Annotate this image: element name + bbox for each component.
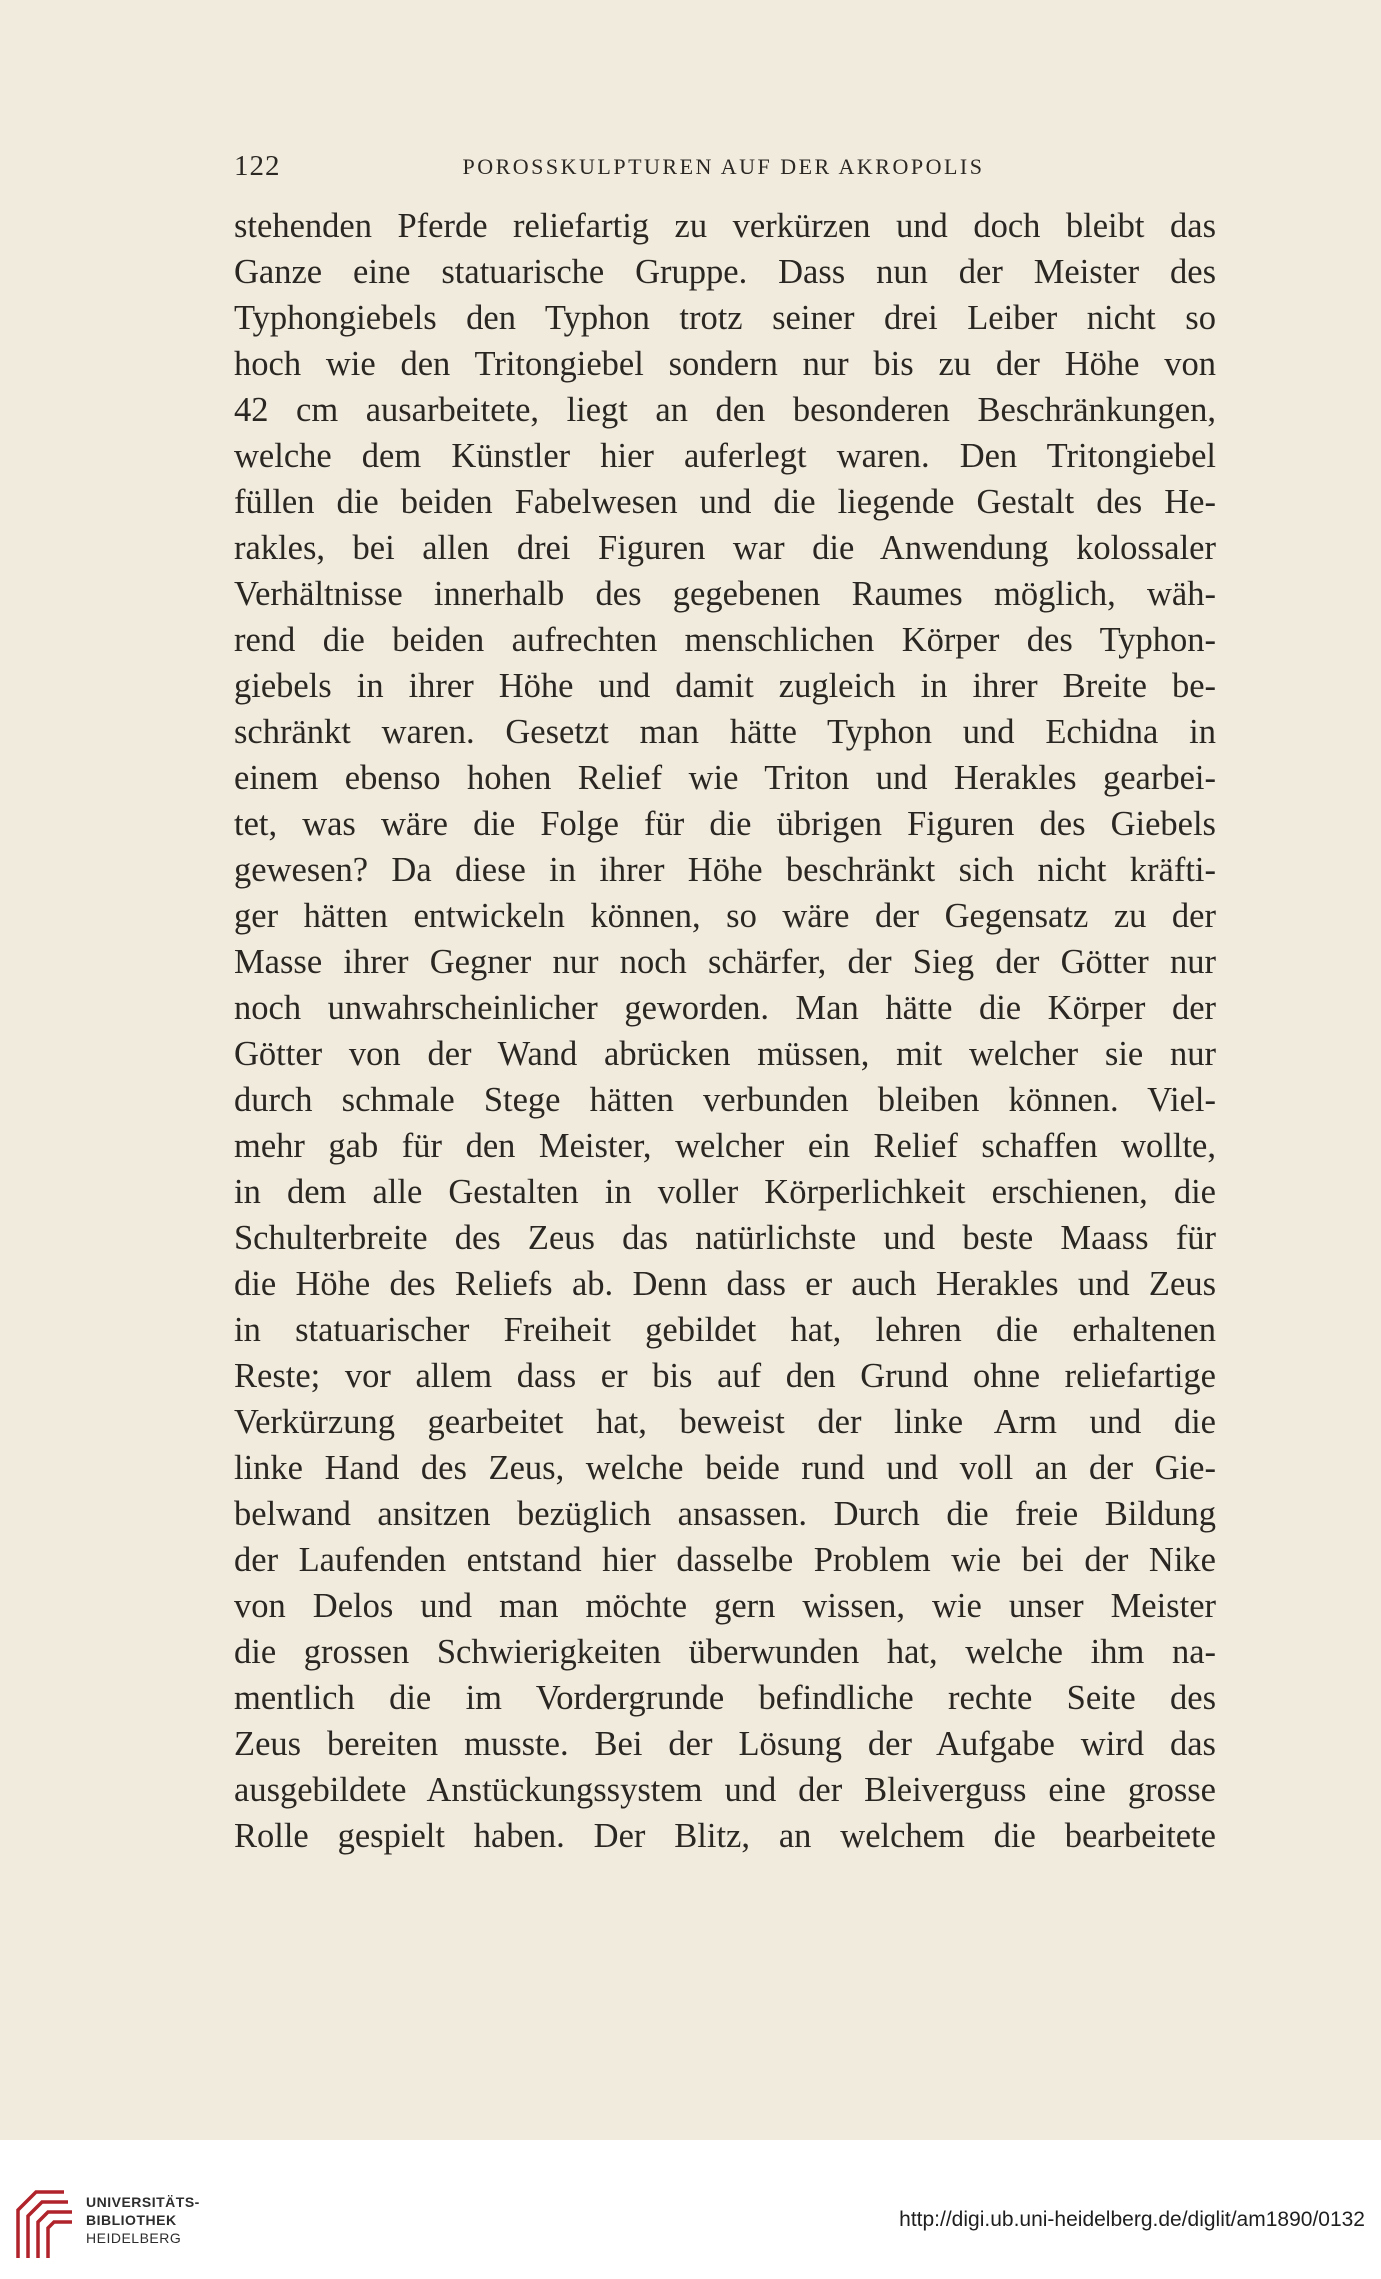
- text-line: Schulterbreite des Zeus das natürlichste und beste Maass für: [234, 1219, 1216, 1257]
- text-line: Verkürzung gearbeitet hat, beweist der linke Arm und die: [234, 1403, 1216, 1441]
- text-line: Götter von der Wand abrücken müssen, mit welcher sie nur: [234, 1035, 1216, 1073]
- text-line: giebels in ihrer Höhe und damit zugleich in ihrer Breite be-: [234, 667, 1216, 705]
- text-line: Reste; vor allem dass er bis auf den Grund ohne reliefartige: [234, 1357, 1216, 1395]
- text-line: Typhongiebels den Typhon trotz seiner drei Leiber nicht so: [234, 299, 1216, 337]
- text-line: durch schmale Stege hätten verbunden bleiben können. Viel-: [234, 1081, 1216, 1119]
- text-line: welche dem Künstler hier auferlegt waren. Den Tritongiebel: [234, 437, 1216, 475]
- university-library-logo-icon: [14, 2188, 74, 2262]
- text-line: noch unwahrscheinlicher geworden. Man hätte die Körper der: [234, 989, 1216, 1027]
- library-name-line: UNIVERSITÄTS-: [86, 2194, 200, 2210]
- text-line: füllen die beiden Fabelwesen und die liegende Gestalt des He-: [234, 483, 1216, 521]
- text-line: hoch wie den Tritongiebel sondern nur bis zu der Höhe von: [234, 345, 1216, 383]
- text-line: gewesen? Da diese in ihrer Höhe beschränkt sich nicht kräfti-: [234, 851, 1216, 889]
- page-number: 122: [234, 150, 281, 182]
- text-line: belwand ansitzen bezüglich ansassen. Durch die freie Bildung: [234, 1495, 1216, 1533]
- text-line: in statuarischer Freiheit gebildet hat, lehren die erhaltenen: [234, 1311, 1216, 1349]
- text-line: rakles, bei allen drei Figuren war die Anwendung kolossaler: [234, 529, 1216, 567]
- footer: [0, 2140, 1381, 2279]
- text-line: die grossen Schwierigkeiten überwunden hat, welche ihm na-: [234, 1633, 1216, 1671]
- text-line: die Höhe des Reliefs ab. Denn dass er auch Herakles und Zeus: [234, 1265, 1216, 1303]
- text-line: Rolle gespielt haben. Der Blitz, an welchem die bearbeitete: [234, 1817, 1216, 1855]
- library-name-line: BIBLIOTHEK: [86, 2212, 177, 2228]
- text-line: mehr gab für den Meister, welcher ein Relief schaffen wollte,: [234, 1127, 1216, 1165]
- library-name: [86, 2193, 200, 2247]
- text-line: stehenden Pferde reliefartig zu verkürzen und doch bleibt das: [234, 207, 1216, 245]
- text-line: Zeus bereiten musste. Bei der Lösung der Aufgabe wird das: [234, 1725, 1216, 1763]
- text-line: in dem alle Gestalten in voller Körperlichkeit erschienen, die: [234, 1173, 1216, 1211]
- page-header: [234, 150, 1213, 190]
- text-line: der Laufenden entstand hier dasselbe Problem wie bei der Nike: [234, 1541, 1216, 1579]
- library-name-line: HEIDELBERG: [86, 2230, 182, 2246]
- text-line: mentlich die im Vordergrunde befindliche rechte Seite des: [234, 1679, 1216, 1717]
- text-line: Masse ihrer Gegner nur noch schärfer, der Sieg der Götter nur: [234, 943, 1216, 981]
- text-line: 42 cm ausarbeitete, liegt an den besonderen Beschränkungen,: [234, 391, 1216, 429]
- text-line: schränkt waren. Gesetzt man hätte Typhon und Echidna in: [234, 713, 1216, 751]
- running-head: POROSSKULPTUREN AUF DER AKROPOLIS: [462, 154, 985, 179]
- text-line: linke Hand des Zeus, welche beide rund und voll an der Gie-: [234, 1449, 1216, 1487]
- text-line: von Delos und man möchte gern wissen, wie unser Meister: [234, 1587, 1216, 1625]
- source-url-link[interactable]: http://digi.ub.uni-heidelberg.de/diglit/am1890/0132: [899, 2208, 1365, 2231]
- text-line: einem ebenso hohen Relief wie Triton und Herakles gearbei-: [234, 759, 1216, 797]
- text-line: Verhältnisse innerhalb des gegebenen Raumes möglich, wäh-: [234, 575, 1216, 613]
- text-line: rend die beiden aufrechten menschlichen Körper des Typhon-: [234, 621, 1216, 659]
- text-line: Ganze eine statuarische Gruppe. Dass nun der Meister des: [234, 253, 1216, 291]
- text-line: tet, was wäre die Folge für die übrigen Figuren des Giebels: [234, 805, 1216, 843]
- body-text: [234, 203, 1216, 1859]
- text-line: ger hätten entwickeln können, so wäre der Gegensatz zu der: [234, 897, 1216, 935]
- text-line: ausgebildete Anstückungssystem und der Bleiverguss eine grosse: [234, 1771, 1216, 1809]
